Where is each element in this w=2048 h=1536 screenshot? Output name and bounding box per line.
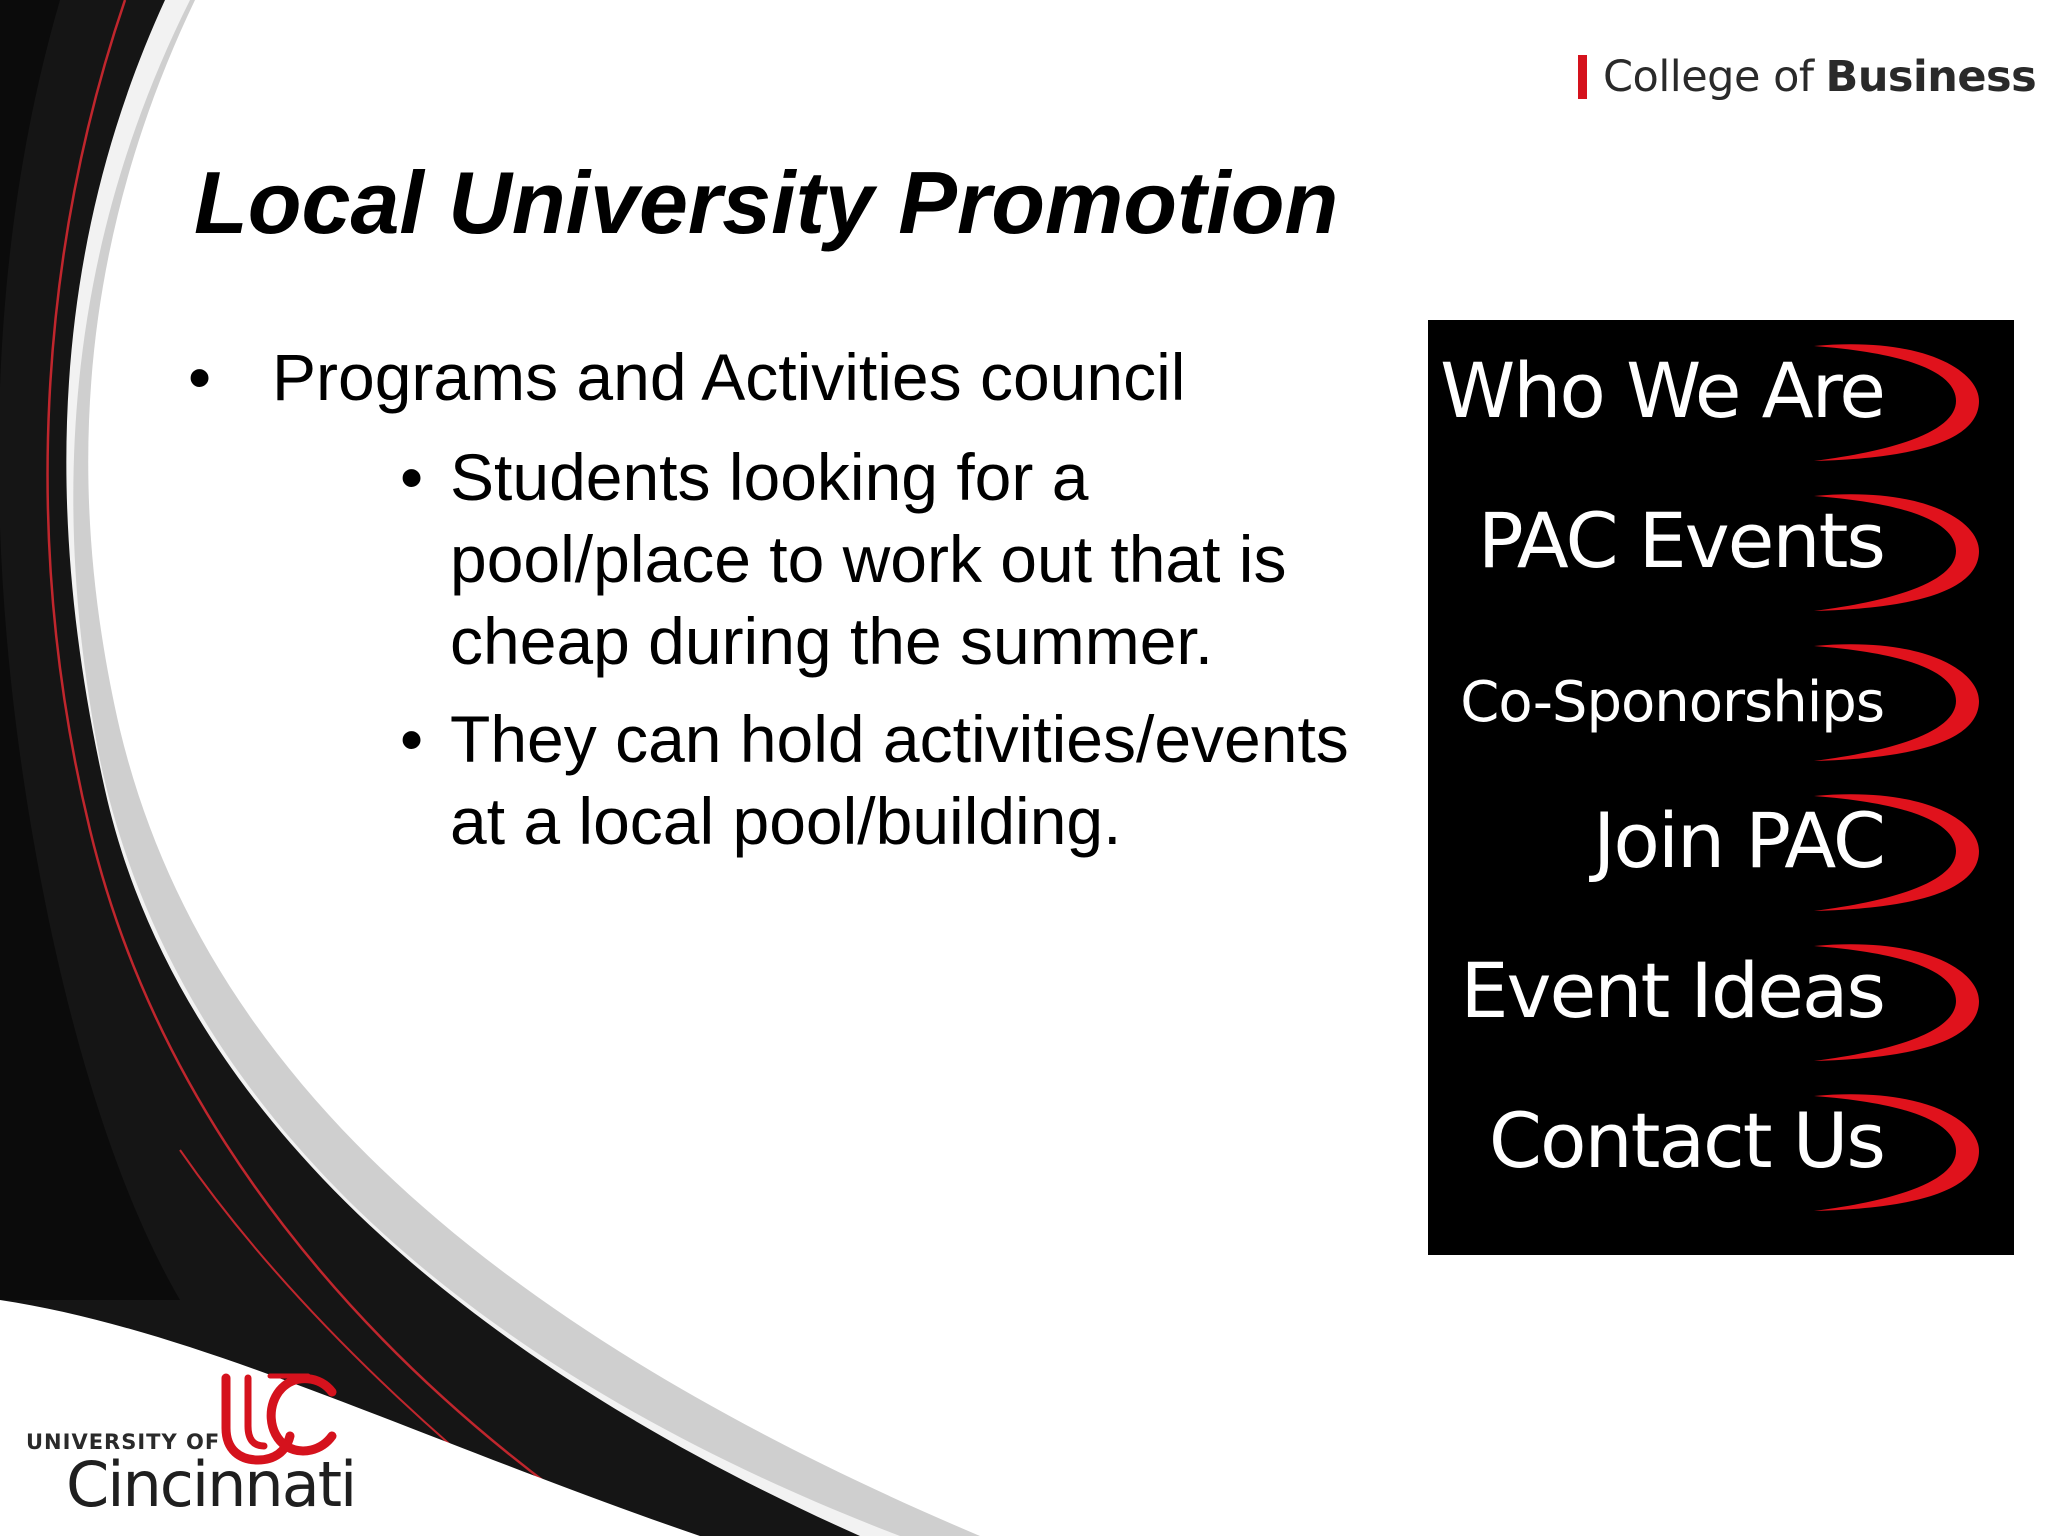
- slide-title: Local University Promotion: [194, 153, 1339, 252]
- sub-bullet-dot: •: [400, 702, 424, 776]
- sub-bullet-item: [400, 698, 1400, 862]
- menu-item-co-sponorships[interactable]: [1428, 620, 2014, 770]
- menu-item-label: Who We Are: [1440, 346, 1884, 435]
- university-of-cincinnati-logo: [26, 1370, 356, 1520]
- college-of-business-logo: [1578, 52, 2036, 102]
- sub-bullet-item: [400, 436, 1400, 682]
- menu-item-event-ideas[interactable]: [1428, 920, 2014, 1070]
- bullet-dot: •: [188, 340, 212, 414]
- sub-bullet-text: Students looking for a pool/place to work out that is cheap during the summer.: [450, 440, 1287, 678]
- sub-bullet-dot: •: [400, 440, 424, 514]
- university-of-label: UNIVERSITY OF: [26, 1430, 221, 1454]
- menu-item-label: Contact Us: [1488, 1096, 1884, 1185]
- menu-item-label: PAC Events: [1477, 496, 1884, 585]
- menu-item-label: Co-Sponorships: [1460, 670, 1884, 735]
- menu-item-who-we-are[interactable]: [1428, 320, 2014, 470]
- menu-item-contact-us[interactable]: [1428, 1070, 2014, 1220]
- sub-bullet-list: [400, 436, 1400, 878]
- brand-red-bar: [1578, 55, 1587, 99]
- menu-item-label: Event Ideas: [1460, 946, 1884, 1035]
- cincinnati-label: Cincinnati: [66, 1448, 356, 1521]
- brand-college-of: College of: [1603, 52, 1814, 102]
- sub-bullet-text: They can hold activities/events at a local pool/building.: [450, 702, 1349, 858]
- bullet-programs-council: [188, 338, 1185, 416]
- pac-menu-image: [1428, 320, 2014, 1255]
- menu-item-join-pac[interactable]: [1428, 770, 2014, 920]
- menu-item-label: Join PAC: [1592, 796, 1884, 885]
- bullet-text: Programs and Activities council: [272, 340, 1186, 414]
- menu-item-pac-events[interactable]: [1428, 470, 2014, 620]
- brand-business: Business: [1825, 52, 2037, 102]
